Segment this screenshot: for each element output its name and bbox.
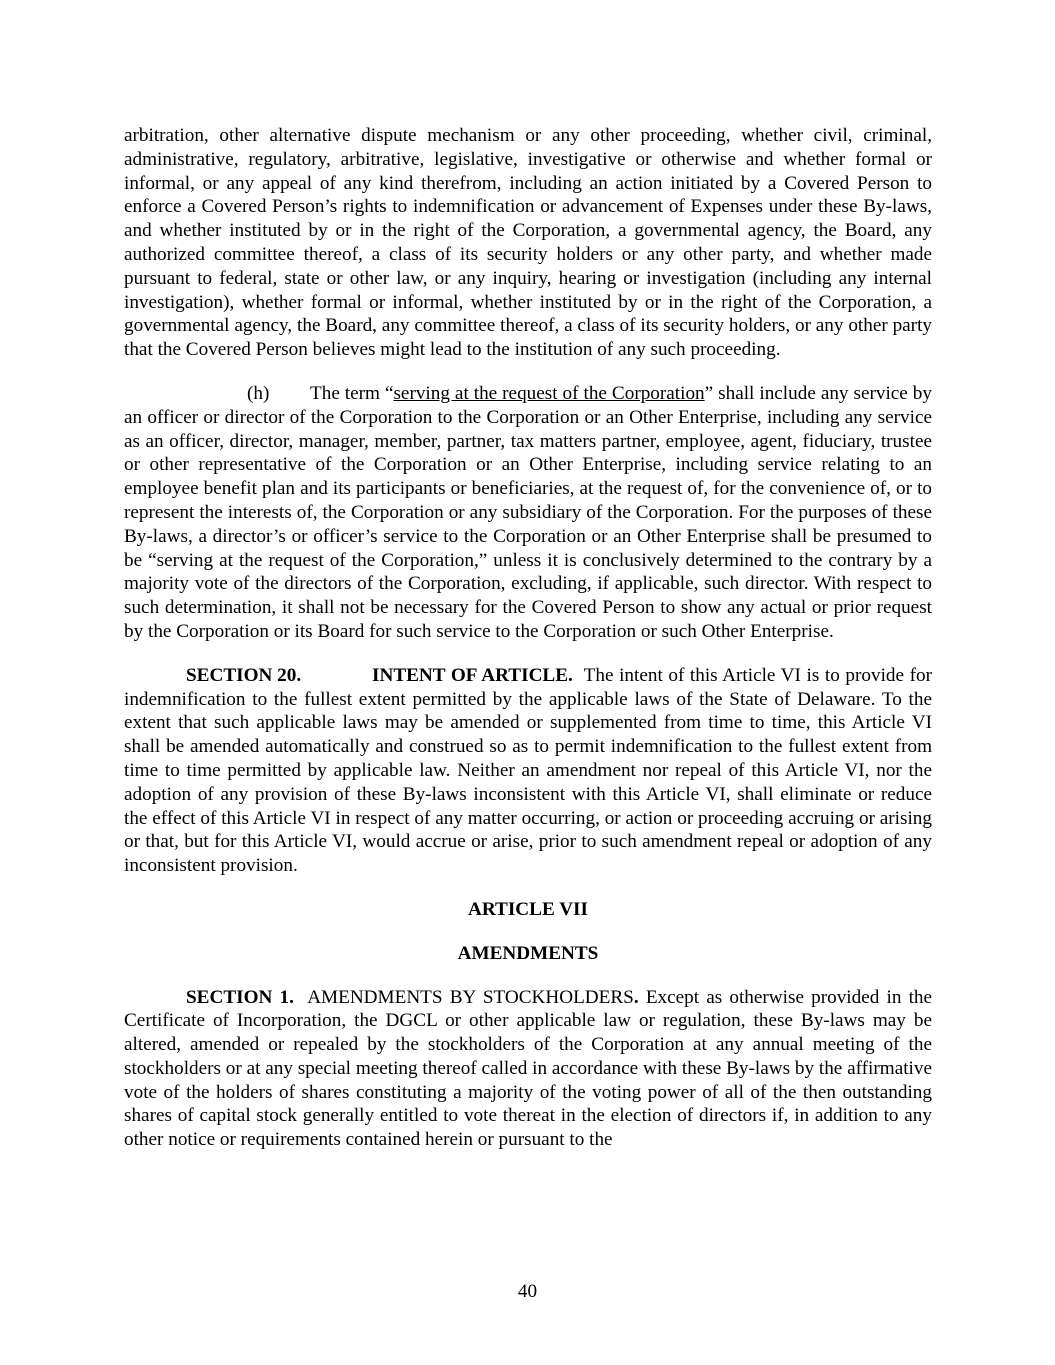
section-1-title: AMENDMENTS BY STOCKHOLDERS [307,986,634,1008]
section-1-period: . [633,986,639,1008]
section-1-body: Except as otherwise provided in the Certificate of Incorporation, the DGCL or other applicable law or regulation, these By-laws may be altered, amended or repealed by the stockholders of the Corporation at any annual meeting of the stockholders or at any special meeting thereof called in accordance with these By-laws by the affirmative vote of the holders of shares constituting a majority of the voting power of all of the then outstanding shares of capital stock generally entitled to vote thereat in the election of directors if, in addition to any other notice or requirements contained herein or pursuant to the [124,986,933,1151]
paragraph-h-label: (h) [247,382,270,404]
section-1 [124,986,932,1153]
paragraph-spacer [124,362,932,382]
section-1-number: SECTION 1. [186,986,294,1008]
paragraph-spacer [124,878,932,898]
article-heading: ARTICLE VII [468,898,588,920]
section-20-body: The intent of this Article VI is to provide for indemnification to the fullest extent permitted by the applicable laws of the State of Delaware. To the extent that such applicable laws may be amended or supplemented from time to time, this Article VI shall be amended automatically and construed so as to permit indemnification to the fullest extent from time to time permitted by applicable law. Neither an amendment nor repeal of this Article VI, nor the adoption of any provision of these By-laws inconsistent with this Article VI, shall eliminate or reduce the effect of this Article VI in respect of any matter occurring, or action or proceeding accruing or arising or that, but for this Article VI, would accrue or arise, prior to such amendment repeal or adoption of any inconsistent provision. [124,664,932,877]
paragraph-spacer [124,922,932,942]
paragraph-h [124,382,932,644]
paragraph-spacer [124,644,932,664]
defined-term: serving at the request of the Corporation [393,382,705,404]
section-20-number: SECTION 20. [186,664,302,686]
document-page [124,124,932,1152]
paragraph-spacer [124,966,932,986]
article-title: AMENDMENTS [457,942,599,964]
section-20 [124,664,932,878]
section-20-title: INTENT OF ARTICLE. [372,664,573,686]
page-number: 40 [517,1281,538,1302]
paragraph-h-lead: The term “ [310,382,394,404]
paragraph-h-body: ” shall include any service by an officer or director of the Corporation to the Corporation or an Other Enterprise, including any service as an officer, director, manager, member, partner, tax matters partner, employee, agent, fiduciary, trustee or other representative of the Corporation or an Other Enterprise, including service relating to an employee benefit plan and its participants or beneficiaries, at the request of, for the convenience of, or to represent the interests of, the Corporation or any subsidiary of the Corporation. For the purposes of these By-laws, a director’s or officer’s service to the Corporation or an Other Enterprise shall be presumed to be “serving at the request of the Corporation,” unless it is conclusively determined to the contrary by a majority vote of the directors of the Corporation, excluding, if applicable, such director. With respect to such determination, it shall not be necessary for the Covered Person to show any actual or prior request by the Corporation or its Board for such service to the Corporation or such Other Enterprise. [124,382,932,642]
paragraph-g-continuation: arbitration, other alternative dispute mechanism or any other proceeding, whether civil, criminal, administrative, regulatory, arbitrative, legislative, investigative or otherwise and whether formal or informal, or any appeal of any kind therefrom, including an action initiated by a Covered Person to enforce a Covered Person’s rights to indemnification or advancement of Expenses under these By-laws, and whether instituted by or in the right of the Corporation, a governmental agency, the Board, any authorized committee thereof, a class of its security holders or any other party, and whether made pursuant to federal, state or other law, or any inquiry, hearing or investigation (including any internal investigation), whether formal or informal, whether instituted by or in the right of the Corporation, a governmental agency, the Board, any committee thereof, a class of its security holders, or any other party that the Covered Person believes might lead to the institution of any such proceeding. [124,125,932,361]
